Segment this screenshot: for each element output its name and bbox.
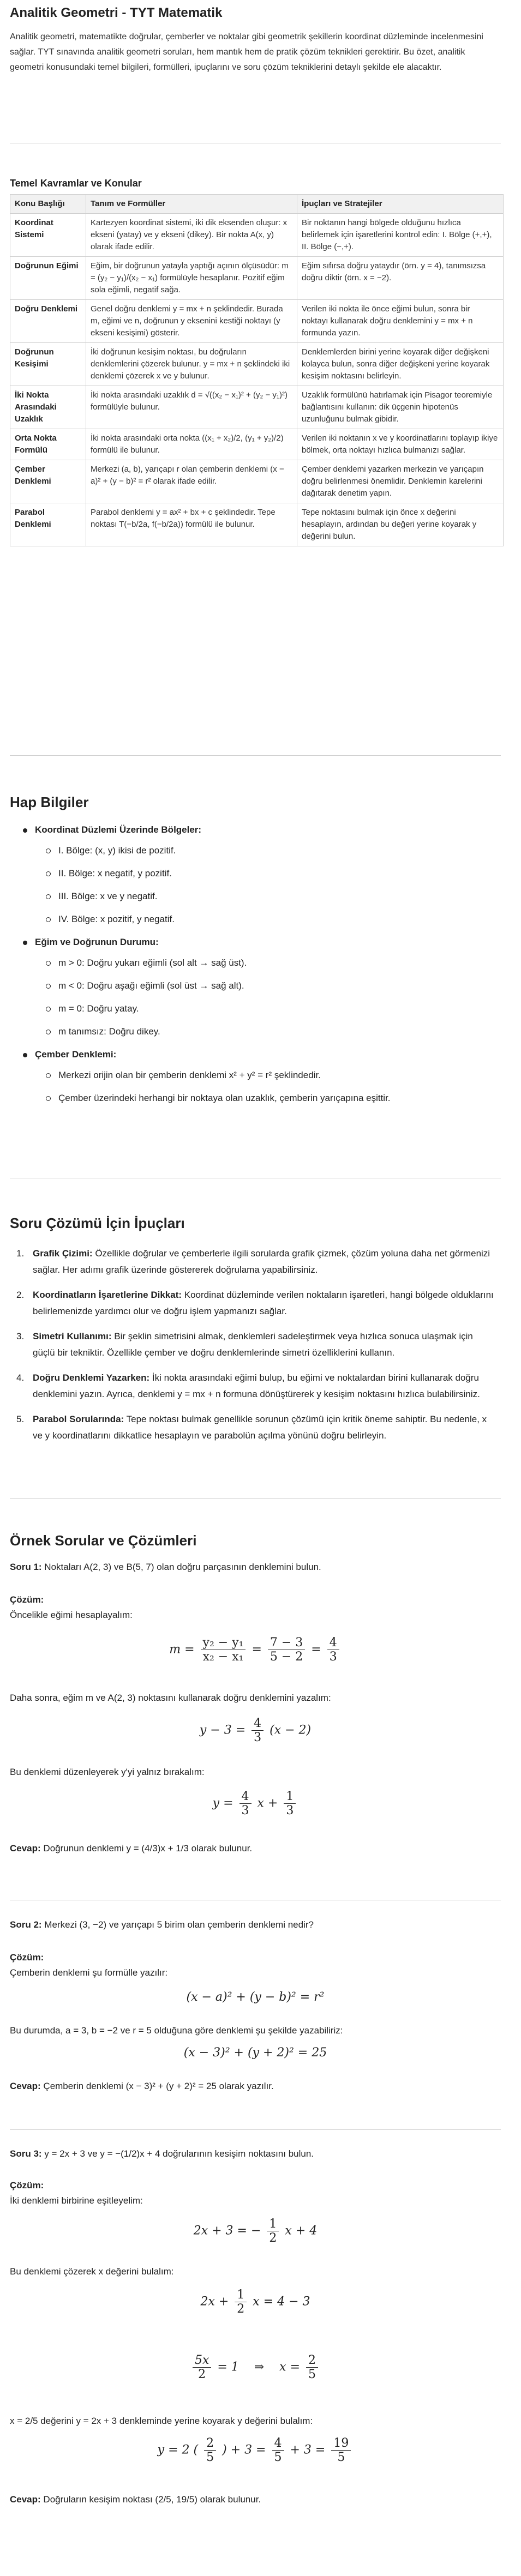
solution-step: İki denklemi birbirine eşitleyelim:	[10, 2195, 143, 2206]
list-item	[23, 935, 498, 950]
table-cell-formula: Parabol denklemi y = ax² + bx + c şeklindedir. Tepe noktası T(−b/2a, f(−b/2a)) formülü ile bulunur.	[86, 503, 297, 546]
tip-heading: Grafik Çizimi:	[33, 1248, 93, 1259]
question-1	[10, 1560, 321, 1575]
equation-part: y =	[212, 1796, 233, 1810]
denominator: 2	[237, 2302, 245, 2316]
answer-text: Çemberin denklemi (x − 3)² + (y + 2)² = 25 olarak yazılır.	[40, 2081, 274, 2091]
numerator: 1	[284, 1790, 296, 1804]
equation	[10, 2217, 501, 2245]
solution-label	[10, 1592, 44, 1608]
table-cell-tip: Denklemlerden birini yerine koyarak diğer değişkeni kolayca bulun, sonra diğer değişkeni yerine koyarak kesişim noktasını belirleyin.	[297, 343, 504, 386]
fraction	[201, 1636, 246, 1664]
equation-part: x + 4	[285, 2224, 318, 2238]
answer-text: Doğruların kesişim noktası (2/5, 19/5) olarak bulunur.	[40, 2494, 261, 2505]
question-label: Soru 3:	[10, 2148, 42, 2159]
tip-text: Koordinat düzleminde verilen noktaların işaretleri, hangi bölgede olduklarını belirlemenizde yardımcı olur ve doğru işlem yapmanızı sağlar.	[33, 1290, 494, 1316]
denominator: 2	[198, 2368, 206, 2381]
examples-title: Örnek Sorular ve Çözümleri	[10, 1532, 197, 1549]
list-number: 5.	[16, 1414, 25, 1424]
fraction	[235, 2288, 247, 2316]
list-item-text: II. Bölge: x negatif, y pozitif.	[58, 868, 172, 878]
numerator: 7 − 3	[268, 1636, 305, 1650]
equation-part: x +	[257, 1796, 278, 1810]
tip-heading: Simetri Kullanımı:	[33, 1331, 112, 1341]
equation: (x − a)² + (y − b)² = r²	[186, 1990, 325, 2004]
table-cell-tip: Tepe noktasını bulmak için önce x değerini hesaplayın, ardından bu değeri yerine koyarak y değerini bulun.	[297, 503, 504, 546]
bullet-icon	[46, 917, 51, 922]
equation-part: y − 3 =	[199, 1723, 246, 1737]
equation-part: (x − 2)	[270, 1723, 312, 1737]
list-item	[16, 1245, 496, 1278]
table-cell-tip: Bir noktanın hangi bölgede olduğunu hızlıca belirlemek için işaretlerini kontrol edin: I. Bölge (+,+), II. Bölge (−,+).	[297, 214, 504, 257]
question-label: Soru 2:	[10, 1919, 42, 1930]
solution-step: Öncelikle eğimi hesaplayalım:	[10, 1610, 133, 1620]
solution-step: Çemberin denklemi şu formülle yazılır:	[10, 1967, 168, 1978]
divider	[10, 2129, 501, 2130]
fraction	[204, 2436, 216, 2464]
equation-part: m =	[169, 1642, 195, 1657]
list-item	[23, 822, 498, 838]
fraction	[272, 2436, 284, 2464]
list-item-text: m < 0: Doğru aşağı eğimli (sol üst → sağ alt).	[58, 980, 244, 991]
tip-heading: Parabol Sorularında:	[33, 1414, 124, 1424]
table-cell-term: İki Nokta Arasındaki Uzaklık	[10, 386, 86, 429]
equation	[10, 1717, 501, 1744]
denominator: 3	[286, 1804, 294, 1817]
list-item	[16, 1411, 496, 1444]
fraction	[306, 2354, 318, 2381]
table-header: Konu Başlığı	[10, 195, 86, 214]
list-item-text: Çember üzerindeki herhangi bir noktaya olan uzaklık, çemberin yarıçapına eşittir.	[58, 1093, 391, 1103]
table-cell-formula: Kartezyen koordinat sistemi, iki dik eksenden oluşur: x ekseni (yatay) ve y ekseni (dikey). Bir nokta A(x, y) olarak ifade edilir.	[86, 214, 297, 257]
list-item-text: Merkezi orijin olan bir çemberin denklemi x² + y² = r² şeklindedir.	[58, 1070, 321, 1080]
numerator: 4	[272, 2436, 284, 2451]
tip-text: Özellikle doğrular ve çemberlerle ilgili sorularda grafik çizmek, çözüm yoluna daha net görmenizi sağlar. Her adımı grafik üzerinde göstererek doğrulama yapabilirsiniz.	[33, 1248, 490, 1275]
table-header-row	[10, 195, 504, 214]
equation-part: 2x +	[200, 2295, 229, 2309]
question-3	[10, 2146, 314, 2162]
solution-step: Bu durumda, a = 3, b = −2 ve r = 5 olduğuna göre denklemi şu şekilde yazabiliriz:	[10, 2025, 343, 2036]
list-number: 4.	[16, 1373, 25, 1383]
table-cell-tip: Verilen iki nokta ile önce eğimi bulun, sonra bir noktayı kullanarak doğru denklemini y = mx + n formunda yazın.	[297, 300, 504, 343]
list-number: 3.	[16, 1331, 25, 1341]
tips-title: Soru Çözümü İçin İpuçları	[10, 1215, 185, 1231]
question-text: Noktaları A(2, 3) ve B(5, 7) olan doğru parçasının denklemini bulun.	[41, 1562, 321, 1572]
bullet-icon	[23, 941, 27, 945]
solution-label-text: Çözüm:	[10, 2180, 44, 2190]
table-cell-formula: Merkezi (a, b), yarıçapı r olan çemberin denklemi (x − a)² + (y − b)² = r² olarak ifade edilir.	[86, 460, 297, 503]
table-row	[10, 257, 504, 300]
tip-heading: Doğru Denklemi Yazarken:	[33, 1373, 150, 1383]
answer	[10, 1841, 252, 1856]
table-cell-tip: Eğim sıfırsa doğru yataydır (örn. y = 4), tanımsızsa doğru diktir (örn. x = −2).	[297, 257, 504, 300]
equation-part: + 3 =	[290, 2443, 326, 2457]
list-item	[46, 1024, 498, 1039]
list-item-text: m > 0: Doğru yukarı eğimli (sol alt → sağ üst).	[58, 958, 247, 968]
bullet-icon	[46, 1007, 51, 1012]
numerator: 5x	[193, 2354, 211, 2368]
list-item	[46, 912, 498, 927]
list-item	[46, 955, 498, 971]
denominator: 3	[329, 1650, 337, 1664]
solution-label-text: Çözüm:	[10, 1594, 44, 1605]
bullet-icon	[46, 848, 51, 853]
equation-part: = 1 ⇒ x =	[217, 2360, 301, 2374]
list-number: 2.	[16, 1290, 25, 1300]
numerator: y₂ − y₁	[201, 1636, 246, 1650]
table-row	[10, 300, 504, 343]
bullet-icon	[46, 1096, 51, 1101]
table-row	[10, 343, 504, 386]
fraction	[267, 2217, 279, 2245]
bullet-icon	[23, 1053, 27, 1057]
basics-title: Hap Bilgiler	[10, 794, 89, 810]
list-item-label: Koordinat Düzlemi Üzerinde Bölgeler:	[35, 824, 202, 835]
table-cell-term: Orta Nokta Formülü	[10, 429, 86, 460]
bullet-icon	[46, 1073, 51, 1078]
fraction	[193, 2354, 211, 2381]
numerator: 4	[239, 1790, 251, 1804]
fraction	[268, 1636, 305, 1664]
tips-list	[16, 1245, 496, 1453]
answer-label: Cevap:	[10, 2081, 41, 2091]
list-item	[46, 866, 498, 881]
list-item	[16, 1287, 496, 1320]
table-cell-tip: Verilen iki noktanın x ve y koordinatlarını toplayıp ikiye bölmek, orta noktayı hızlıca bulmanızı sağlar.	[297, 429, 504, 460]
denominator: 3	[254, 1731, 262, 1744]
question-label: Soru 1:	[10, 1562, 42, 1572]
solution-label-text: Çözüm:	[10, 1952, 44, 1963]
divider	[10, 1498, 501, 1499]
table-row	[10, 460, 504, 503]
answer-label: Cevap:	[10, 1843, 41, 1853]
numerator: 1	[267, 2217, 279, 2231]
list-item	[46, 1068, 498, 1083]
list-item-text: m = 0: Doğru yatay.	[58, 1003, 139, 1014]
equation-part: x = 4 − 3	[253, 2295, 310, 2309]
numerator: 1	[235, 2288, 247, 2302]
question-2	[10, 1917, 314, 1933]
numerator: 4	[327, 1636, 339, 1650]
bullet-icon	[46, 1030, 51, 1034]
table-row	[10, 429, 504, 460]
list-item	[16, 1370, 496, 1403]
table-row	[10, 214, 504, 257]
solution-step: Daha sonra, eğim m ve A(2, 3) noktasını kullanarak doğru denklemini yazalım:	[10, 1693, 331, 1703]
fraction	[331, 2436, 351, 2464]
equation	[10, 2288, 501, 2316]
numerator: 2	[204, 2436, 216, 2451]
fraction	[251, 1717, 264, 1744]
list-item-label: Eğim ve Doğrunun Durumu:	[35, 937, 159, 947]
table-cell-formula: Genel doğru denklemi y = mx + n şeklindedir. Burada m, eğimi ve n, doğrunun y eksenini kestiği noktayı (y ekseni kesişimi) gösterir.	[86, 300, 297, 343]
table-header: İpuçları ve Stratejiler	[297, 195, 504, 214]
table-cell-tip: Uzaklık formülünü hatırlamak için Pisagor teoremiyle bağlantısını kullanın: dik üçgenin hipotenüs uzunluğunu bulmak gibidir.	[297, 386, 504, 429]
solution-step: x = 2/5 değerini y = 2x + 3 denkleminde yerine koyarak y değerini bulalım:	[10, 2416, 313, 2426]
table-cell-formula: Eğim, bir doğrunun yatayla yaptığı açının ölçüsüdür: m = (y₂ − y₁)/(x₂ − x₁) formülüyle hesaplanır. Pozitif eğim sola eğimli, negatif sağa.	[86, 257, 297, 300]
list-item-text: IV. Bölge: x pozitif, y negatif.	[58, 914, 175, 924]
denominator: 5	[274, 2451, 282, 2464]
table-cell-tip: Çember denklemi yazarken merkezin ve yarıçapın doğru belirlenmesi önemlidir. Denklemin karelerini dağıtarak denetim yapın.	[297, 460, 504, 503]
solution-label	[10, 1950, 44, 1965]
bullet-icon	[46, 894, 51, 899]
answer	[10, 2492, 261, 2507]
list-item-label: Çember Denklemi:	[35, 1049, 117, 1060]
page-title: Analitik Geometri - TYT Matematik	[10, 5, 223, 20]
intro-paragraph: Analitik geometri, matematikte doğrular, çemberler ve noktalar gibi geometrik şekillerin koordinat düzleminde incelenmesini sağlar. TYT sınavında analitik geometri soruları, hem mantık hem de pratik çözüm teknikleri gerektirir. Bu özet, analitik geometri konusundaki temel bilgileri, formülleri, ipuçlarını ve soru çözüm tekniklerini detaylı şekilde ele alacaktır.	[10, 32, 483, 72]
fraction	[284, 1790, 296, 1817]
denominator: x₂ − x₁	[202, 1650, 244, 1664]
bullet-icon	[46, 961, 51, 966]
table-cell-term: Doğrunun Eğimi	[10, 257, 86, 300]
list-item-text: m tanımsız: Doğru dikey.	[58, 1026, 160, 1037]
table-row	[10, 503, 504, 546]
equation-part: 2x + 3 = −	[193, 2224, 261, 2238]
fraction	[239, 1790, 251, 1817]
table-cell-term: Doğrunun Kesişimi	[10, 343, 86, 386]
table-cell-term: Koordinat Sistemi	[10, 214, 86, 257]
solution-step: Bu denklemi düzenleyerek y'yi yalnız bırakalım:	[10, 1767, 205, 1777]
numerator: 2	[306, 2354, 318, 2368]
tip-text: İki nokta arasındaki eğimi bulup, bu eğimi ve noktalardan birini kullanarak doğru denklemini yazın. Ayrıca, denklemi y = mx + n formuna dönüştürerek y kesişim noktasını hızlıca bulabilirsiniz.	[33, 1373, 480, 1399]
denominator: 2	[269, 2231, 277, 2245]
denominator: 3	[241, 1804, 249, 1817]
table-cell-term: Çember Denklemi	[10, 460, 86, 503]
numerator: 19	[331, 2436, 351, 2451]
list-item	[46, 1001, 498, 1016]
equation: (x − 3)² + (y + 2)² = 25	[183, 2046, 327, 2060]
answer-text: Doğrunun denklemi y = (4/3)x + 1/3 olarak bulunur.	[40, 1843, 253, 1853]
equation	[10, 2436, 501, 2464]
concepts-table	[10, 194, 504, 546]
equation-part: ) + 3 =	[222, 2443, 266, 2457]
equation: m = $\frac{\text{y₂ − y₁}}{\text{x₂ − x₁}}$ = $\frac{7 - 3}{5 - 2}$ = $\frac{4}{3}$	[10, 1636, 501, 1664]
answer-label: Cevap:	[10, 2494, 41, 2505]
denominator: 5 − 2	[270, 1650, 303, 1664]
denominator: 5	[308, 2368, 316, 2381]
list-item-text: I. Bölge: (x, y) ikisi de pozitif.	[58, 845, 176, 856]
equation-part: y = 2 (	[157, 2443, 199, 2457]
divider	[10, 755, 501, 756]
denominator: 5	[337, 2451, 345, 2464]
table-cell-formula: İki nokta arasındaki uzaklık d = √((x₂ − x₁)² + (y₂ − y₁)²) formülüyle bulunur.	[86, 386, 297, 429]
bullet-icon	[46, 871, 51, 876]
list-number: 1.	[16, 1248, 25, 1259]
list-item-text: III. Bölge: x ve y negatif.	[58, 891, 158, 901]
list-item	[16, 1328, 496, 1361]
bullet-icon	[23, 828, 27, 833]
bullet-icon	[46, 984, 51, 989]
table-cell-term: Parabol Denklemi	[10, 503, 86, 546]
solution-label	[10, 2178, 44, 2193]
table-header: Tanım ve Formüller	[86, 195, 297, 214]
list-item	[23, 1047, 498, 1062]
equation	[10, 1790, 501, 1817]
concepts-title: Temel Kavramlar ve Konular	[10, 178, 142, 189]
table-cell-formula: İki nokta arasındaki orta nokta ((x₁ + x₂)/2, (y₁ + y₂)/2) formülü ile bulunur.	[86, 429, 297, 460]
solution-step: Bu denklemi çözerek x değerini bulalım:	[10, 2266, 174, 2277]
tip-text: Tepe noktası bulmak genellikle sorunun çözümü için kritik öneme sahiptir. Bu nedenle, x ve y koordinatlarını dikkatlice hesaplayın ve parabolün açılma yönünü doğru belirleyin.	[33, 1414, 487, 1441]
tip-text: Bir şeklin simetrisini almak, denklemleri sadeleştirmek veya hızlıca sonuca ulaşmak için güçlü bir tekniktir. Özellikle çember ve doğru denklemlerinde simetri özelliklerini kullanın.	[33, 1331, 473, 1358]
list-item	[46, 843, 498, 858]
answer	[10, 2079, 274, 2094]
tip-heading: Koordinatların İşaretlerine Dikkat:	[33, 1290, 182, 1300]
list-item	[46, 978, 498, 994]
list-item	[46, 889, 498, 904]
equation	[10, 2354, 501, 2381]
table-cell-term: Doğru Denklemi	[10, 300, 86, 343]
list-item	[46, 1091, 498, 1106]
denominator: 5	[206, 2451, 214, 2464]
table-row	[10, 386, 504, 429]
table-cell-formula: İki doğrunun kesişim noktası, bu doğruların denklemlerini çözerek bulunur. y = mx + n şeklindeki iki denklemi çözerek x ve y bulunur.	[86, 343, 297, 386]
question-text: y = 2x + 3 ve y = −(1/2)x + 4 doğrularının kesişim noktasını bulun.	[41, 2148, 314, 2159]
question-text: Merkezi (3, −2) ve yarıçapı 5 birim olan çemberin denklemi nedir?	[41, 1919, 314, 1930]
basics-list	[23, 822, 498, 1114]
numerator: 4	[251, 1717, 264, 1731]
fraction	[327, 1636, 339, 1664]
